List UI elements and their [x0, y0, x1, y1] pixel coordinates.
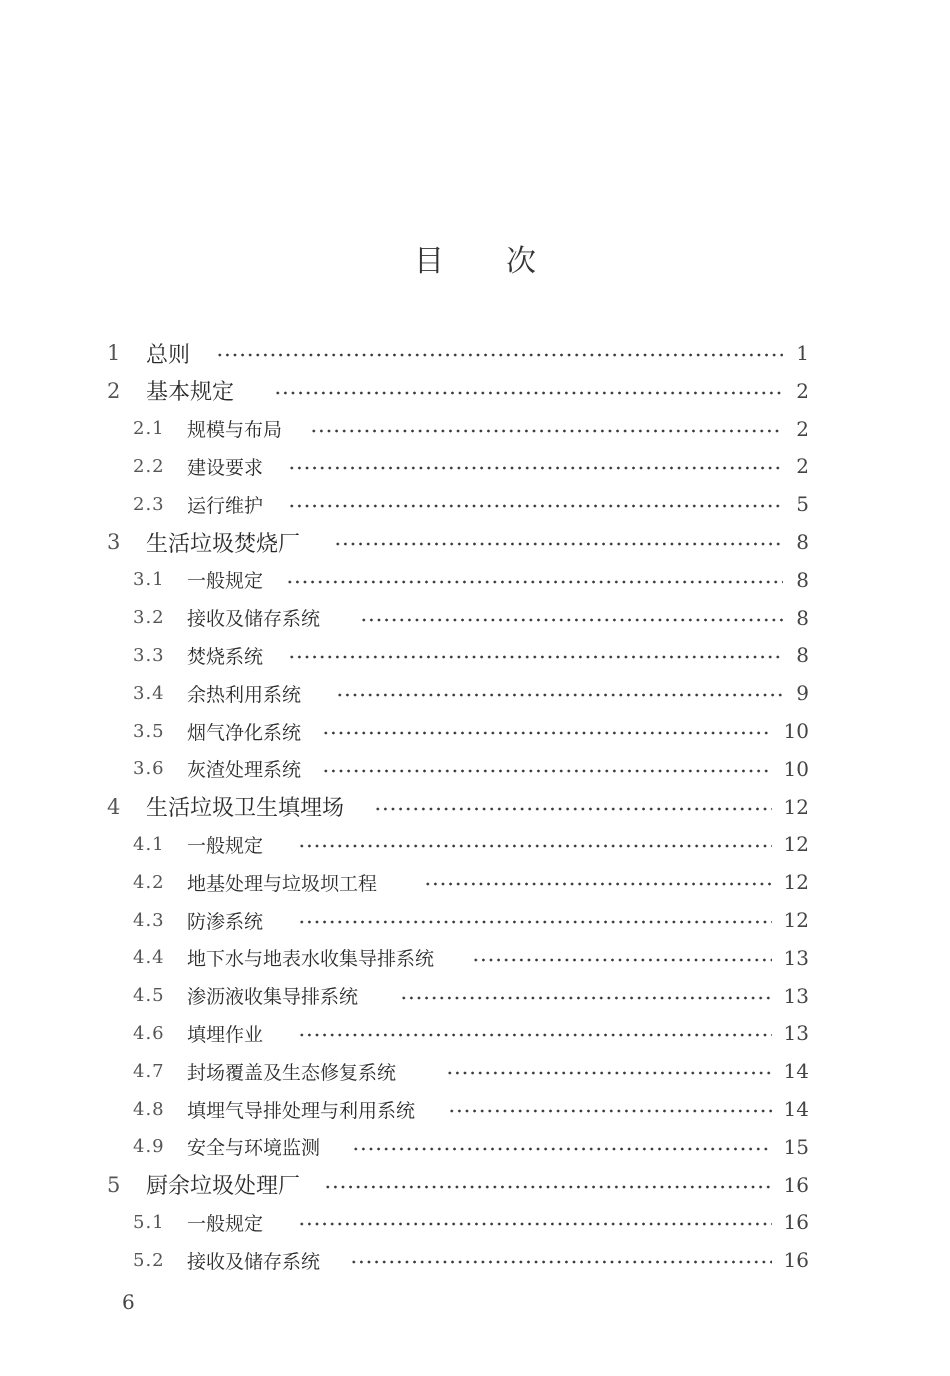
toc-leader-dots	[298, 1032, 772, 1038]
toc-entry-label: 接收及储存系统	[187, 1250, 321, 1273]
toc-entry-label: 灰渣处理系统	[187, 759, 302, 782]
toc-leader-dots	[472, 957, 772, 963]
toc-entry[interactable]	[0, 829, 950, 859]
toc-entry-number: 2.3	[133, 493, 165, 515]
toc-entry-page: 9	[796, 681, 809, 706]
toc-entry[interactable]	[0, 1056, 950, 1086]
toc-entry[interactable]	[0, 489, 950, 519]
toc-entry[interactable]	[0, 1018, 950, 1048]
toc-entry-number: 2.1	[133, 418, 165, 440]
toc-entry-page: 15	[783, 1134, 809, 1159]
toc-leader-dots	[288, 654, 783, 660]
toc-entry-page: 8	[796, 605, 809, 630]
toc-entry-number: 4	[107, 794, 121, 819]
toc-entry-label: 地下水与地表水收集导排系统	[187, 948, 435, 971]
toc-leader-dots	[424, 881, 772, 887]
toc-entry-label: 生活垃圾焚烧厂	[146, 531, 301, 557]
toc-entry[interactable]	[0, 943, 950, 973]
toc-entry-page: 13	[783, 1021, 809, 1046]
toc-entry[interactable]	[0, 414, 950, 444]
toc-entry-page: 12	[783, 870, 809, 895]
toc-leader-dots	[322, 730, 772, 736]
toc-entry-page: 8	[796, 567, 809, 592]
toc-entry-number: 4.6	[133, 1022, 165, 1044]
toc-leader-dots	[288, 465, 783, 471]
toc-entry-number: 4.2	[133, 871, 165, 893]
toc-entry[interactable]	[0, 527, 950, 557]
toc-entry-label: 建设要求	[187, 456, 264, 479]
toc-entry-page: 16	[783, 1172, 809, 1197]
toc-entry[interactable]	[0, 754, 950, 784]
toc-entry[interactable]	[0, 1132, 950, 1162]
toc-entry-label: 焚烧系统	[187, 645, 264, 668]
toc-entry-label: 填埋气导排处理与利用系统	[187, 1099, 416, 1122]
toc-entry-number: 4.4	[133, 947, 165, 969]
toc-entry[interactable]	[0, 1170, 950, 1200]
toc-leader-dots	[298, 919, 772, 925]
toc-entry[interactable]	[0, 603, 950, 633]
toc-entry[interactable]	[0, 451, 950, 481]
toc-leader-dots	[298, 1221, 772, 1227]
toc-entry-page: 12	[783, 794, 809, 819]
toc-leader-dots	[360, 617, 783, 623]
toc-entry[interactable]	[0, 678, 950, 708]
toc-leader-dots	[216, 352, 783, 358]
toc-leader-dots	[350, 1259, 772, 1265]
toc-leader-dots	[310, 428, 783, 434]
toc-entry-label: 接收及储存系统	[187, 608, 321, 631]
toc-entry-label: 一般规定	[187, 1212, 264, 1235]
toc-entry-label: 封场覆盖及生态修复系统	[187, 1061, 397, 1084]
toc-entry-number: 3.2	[133, 607, 165, 629]
toc-entry[interactable]	[0, 640, 950, 670]
toc-entry-number: 4.9	[133, 1136, 165, 1158]
toc-entry-number: 1	[107, 341, 121, 365]
toc-entry-number: 3	[107, 530, 121, 554]
toc-entry-label: 填埋作业	[187, 1023, 264, 1046]
toc-entry-label: 一般规定	[187, 570, 264, 593]
toc-entry[interactable]	[0, 716, 950, 746]
toc-entry-page: 12	[783, 908, 809, 932]
toc-entry-number: 4.7	[133, 1060, 165, 1082]
toc-entry[interactable]	[0, 905, 950, 935]
toc-entry-number: 4.1	[133, 833, 165, 855]
toc-entry-page: 8	[796, 643, 809, 668]
toc-entry-page: 14	[783, 1059, 809, 1084]
toc-leader-dots	[336, 692, 783, 698]
toc-entry-number: 2	[107, 378, 121, 403]
toc-entry-number: 2.2	[133, 455, 165, 477]
toc-entry-label: 防渗系统	[187, 910, 264, 933]
toc-entry-label: 烟气净化系统	[187, 721, 302, 744]
title-char-2: 次	[506, 244, 536, 279]
toc-entry-number: 3.3	[133, 644, 165, 666]
toc-entry-label: 运行维护	[187, 494, 264, 517]
toc-entry[interactable]	[0, 981, 950, 1011]
toc-entry-number: 5.2	[133, 1249, 165, 1271]
toc-entry-number: 4.8	[133, 1098, 165, 1120]
toc-entry-page: 10	[783, 719, 809, 743]
toc-entry-page: 1	[796, 341, 809, 365]
toc-entry-page: 16	[783, 1210, 809, 1235]
toc-leader-dots	[374, 806, 772, 812]
toc-entry-number: 5	[107, 1172, 121, 1197]
toc-entry-label: 一般规定	[187, 834, 264, 857]
page-title	[0, 236, 950, 280]
toc-entry-page: 10	[783, 756, 809, 781]
toc-entry[interactable]	[0, 792, 950, 822]
toc-entry-label: 余热利用系统	[187, 683, 302, 706]
toc-entry-label: 厨余垃圾处理厂	[146, 1174, 301, 1200]
toc-entry-page: 2	[796, 454, 809, 479]
toc-entry-page: 12	[783, 832, 809, 857]
toc-entry[interactable]	[0, 1207, 950, 1237]
toc-entry-number: 3.6	[133, 758, 165, 780]
toc-leader-dots	[288, 503, 783, 509]
toc-entry-number: 3.4	[133, 682, 165, 704]
toc-entry[interactable]	[0, 867, 950, 897]
toc-entry[interactable]	[0, 376, 950, 406]
toc-leader-dots	[446, 1070, 772, 1076]
toc-entry-page: 16	[783, 1248, 809, 1273]
toc-leader-dots	[286, 579, 783, 585]
toc-entry[interactable]	[0, 1094, 950, 1124]
toc-entry-label: 渗沥液收集导排系统	[187, 986, 359, 1009]
toc-leader-dots	[334, 541, 783, 547]
toc-entry-page: 14	[783, 1097, 809, 1121]
toc-leader-dots	[448, 1108, 772, 1114]
toc-entry-page: 8	[796, 530, 809, 554]
toc-leader-dots	[322, 768, 772, 774]
toc-entry-label: 基本规定	[146, 380, 235, 406]
toc-entry-page: 13	[783, 983, 809, 1008]
toc-entry[interactable]	[0, 565, 950, 595]
toc-entry-page: 2	[796, 416, 809, 441]
toc-leader-dots	[274, 390, 783, 396]
toc-leader-dots	[400, 995, 772, 1001]
toc-entry-number: 3.1	[133, 569, 165, 591]
toc-entry[interactable]	[0, 1245, 950, 1275]
footer-page-number: 6	[122, 1290, 135, 1314]
toc-entry[interactable]	[0, 338, 950, 368]
toc-entry-page: 13	[783, 945, 809, 970]
toc-entry-number: 4.5	[133, 985, 165, 1007]
toc-leader-dots	[324, 1184, 772, 1190]
toc-entry-label: 生活垃圾卫生填埋场	[146, 796, 345, 822]
toc-leader-dots	[298, 843, 772, 849]
toc-entry-label: 地基处理与垃圾坝工程	[187, 872, 378, 895]
toc-entry-label: 安全与环境监测	[187, 1137, 321, 1160]
toc-entry-label: 规模与布局	[187, 419, 283, 442]
toc-entry-page: 2	[796, 378, 809, 403]
toc-entry-number: 4.3	[133, 909, 165, 931]
toc-entry-page: 5	[796, 492, 809, 517]
toc-entry-number: 3.5	[133, 720, 165, 742]
toc-leader-dots	[352, 1146, 772, 1152]
toc-entry-number: 5.1	[133, 1211, 165, 1233]
title-char-1: 目	[414, 244, 444, 279]
toc-entry-label: 总则	[146, 342, 191, 368]
